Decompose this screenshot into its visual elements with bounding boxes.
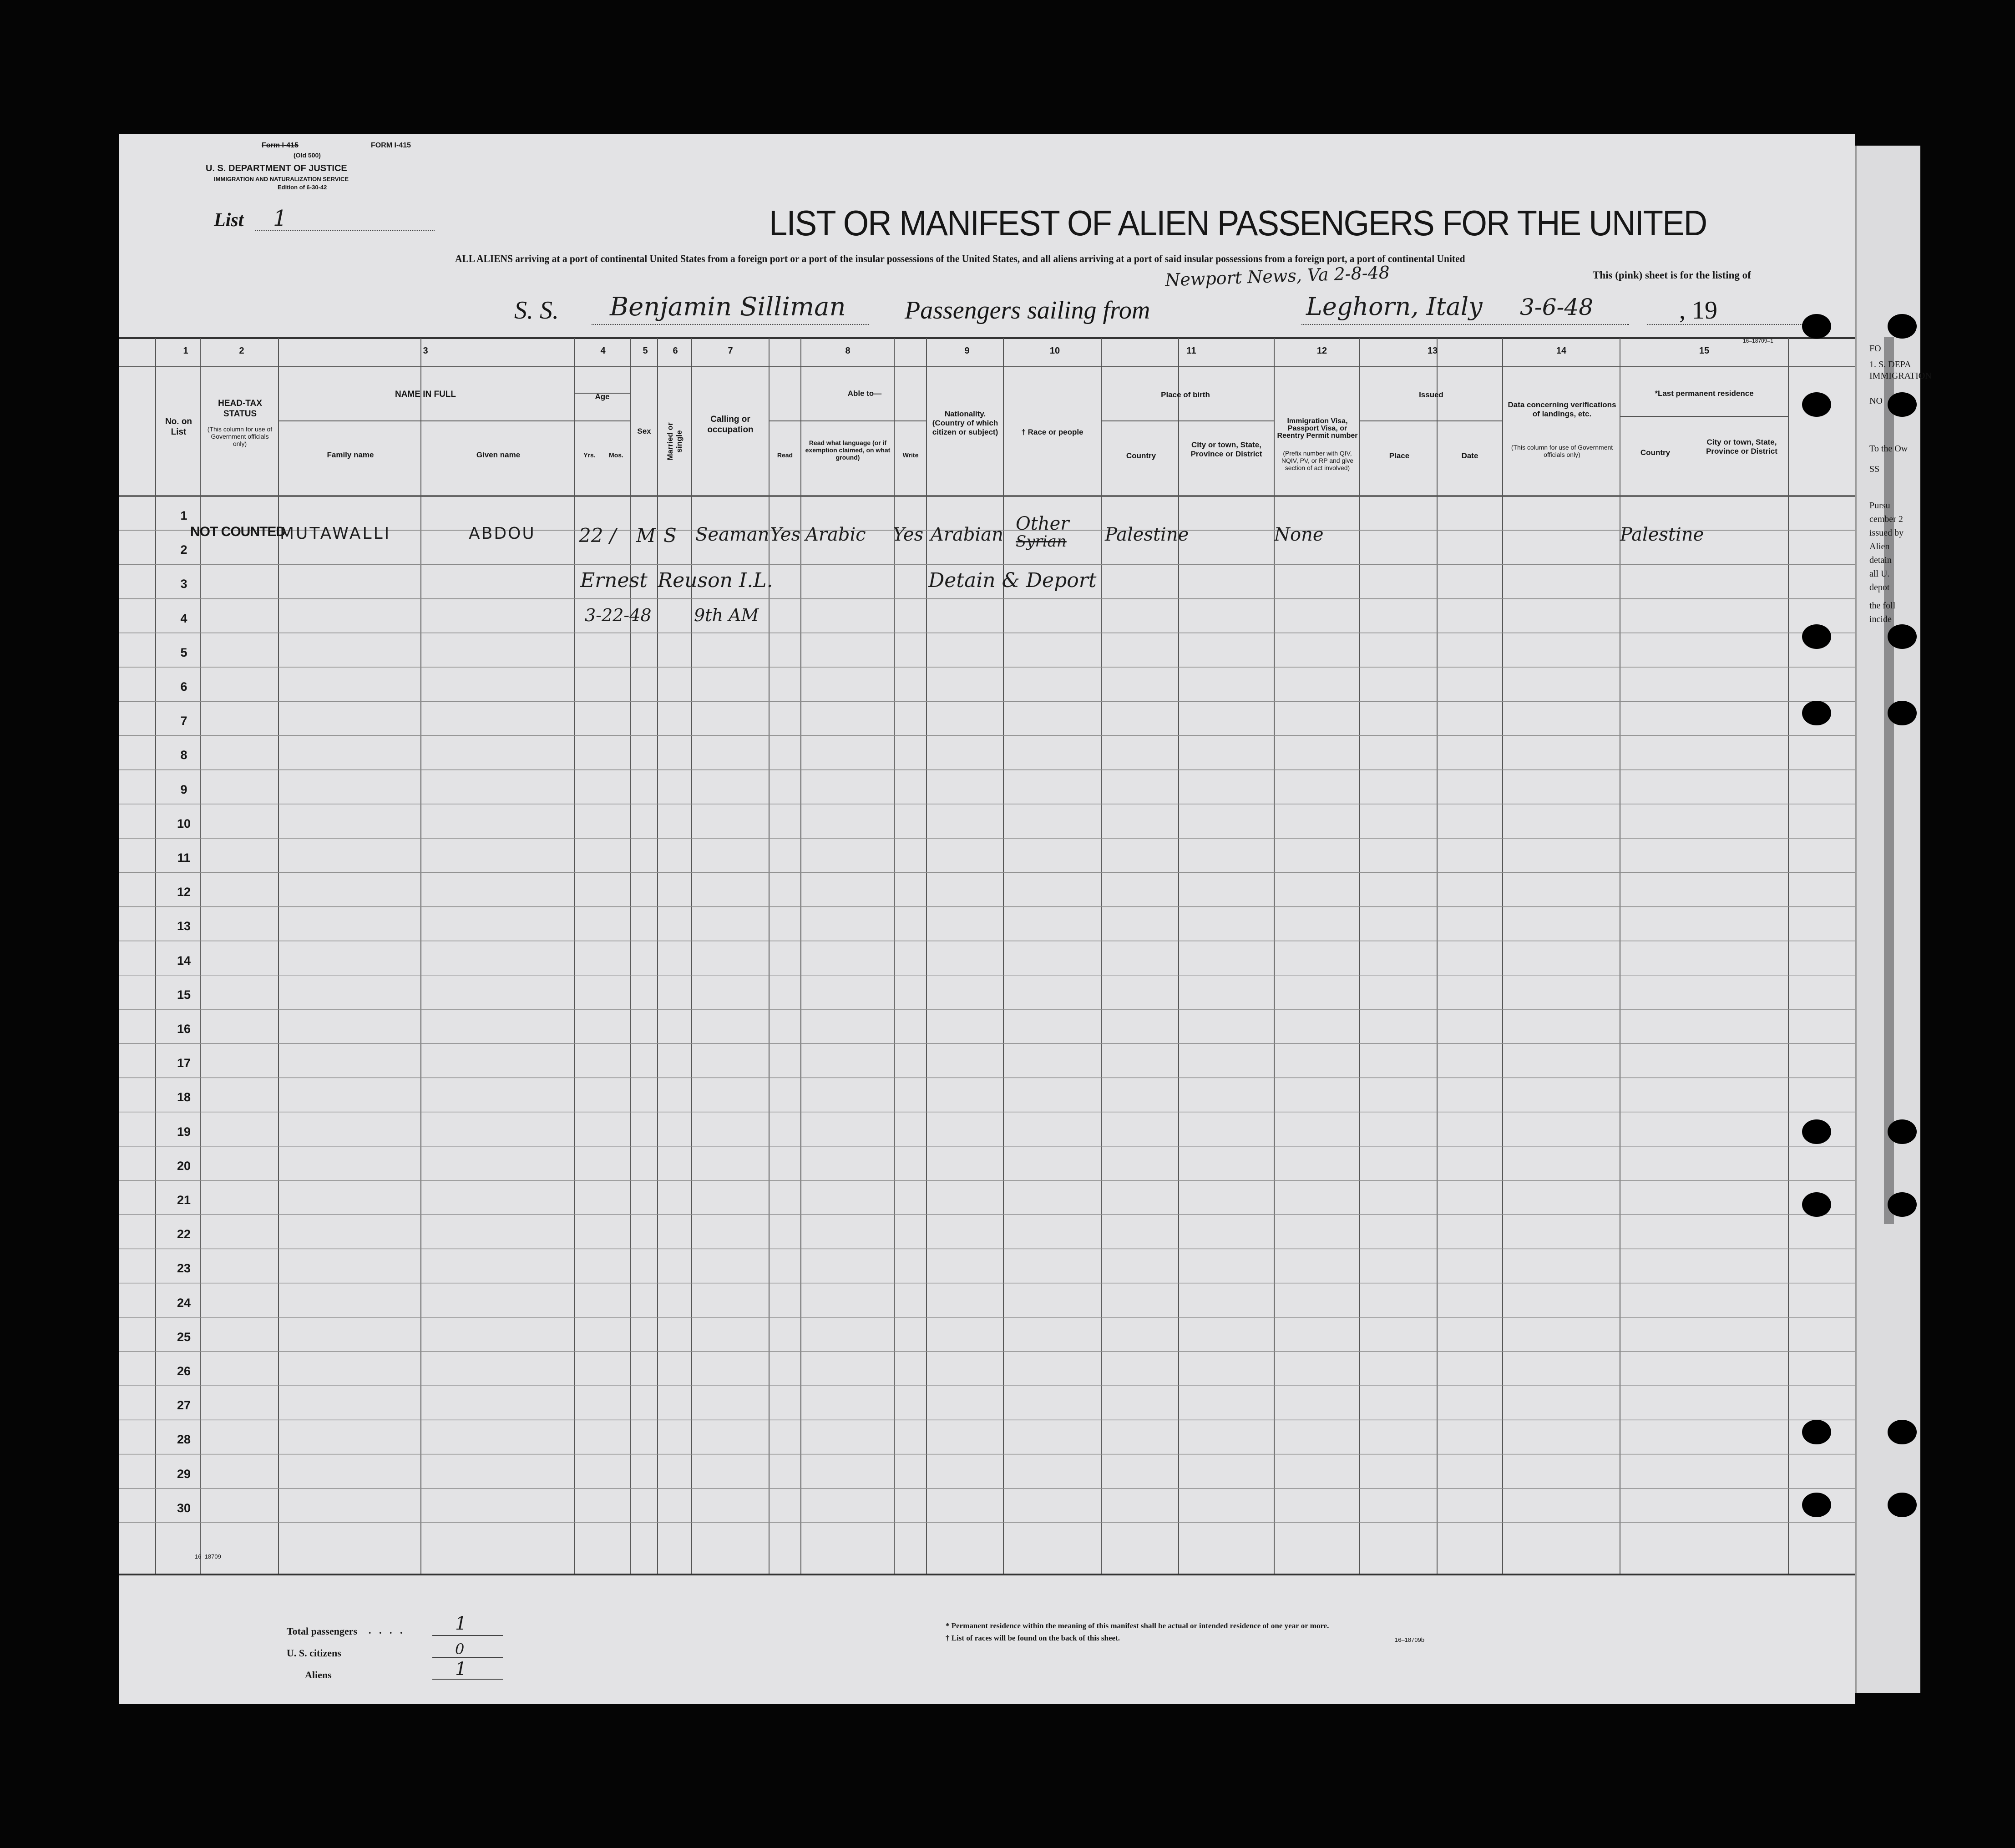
row-number: 4 (180, 611, 187, 625)
row-number: 2 (180, 543, 187, 557)
header-data-concerning: Data concerning verifications of landings, etc. (1508, 400, 1616, 418)
header-residence-city: City or town, State, Province or District (1706, 438, 1777, 456)
departure-date: 3-6-48 (1520, 294, 1594, 320)
header-birth-country: Country (1126, 451, 1156, 460)
adjacent-sheet-line: Alien (1869, 542, 1890, 552)
column-number-11: 11 (1186, 346, 1196, 356)
header-write: Write (902, 451, 919, 459)
total-dots: . . . . (369, 1625, 405, 1636)
form-id-struck: Form I-415 (262, 142, 299, 149)
annotation-time: 9th AM (694, 605, 759, 625)
adjacent-sheet-line: FO (1869, 344, 1881, 354)
department-name: U. S. DEPARTMENT OF JUSTICE (206, 163, 347, 173)
birth-country-cell: Palestine (1105, 524, 1189, 545)
header-residence-country: Country (1640, 448, 1671, 457)
total-passengers-label: Total passengers (287, 1625, 358, 1637)
adjacent-sheet-line: SS (1869, 464, 1880, 474)
header-read-language: Read what language (or if exemption claimed, on what ground) (805, 439, 891, 461)
punch-hole (1802, 624, 1831, 649)
occupation-cell: Seaman (695, 524, 770, 545)
ship-underline (592, 324, 869, 325)
header-last-residence: *Last permanent residence (1655, 389, 1754, 398)
row-number: 22 (177, 1227, 191, 1241)
row-number: 9 (180, 782, 187, 796)
row-number: 1 (180, 509, 187, 522)
intro-text: ALL ALIENS arriving at a port of continental United States from a foreign port or a port of the insular possessions of the United States, and all aliens arriving at a port of said insular possessions from a foreign port, a port of continental United (455, 253, 1465, 264)
punch-hole (1888, 314, 1917, 339)
row-number: 14 (177, 953, 191, 967)
row-number: 30 (177, 1501, 191, 1515)
form-edition: Edition of 6-30-42 (278, 184, 327, 191)
header-nationality: Nationality. (Country of which citizen or subject) (932, 410, 998, 436)
departure-port: Leghorn, Italy (1306, 292, 1483, 321)
row-number: 5 (180, 645, 187, 659)
header-issued: Issued (1419, 390, 1443, 399)
header-race: † Race or people (1021, 428, 1083, 436)
header-immigration-visa: Immigration Visa, Passport Visa, or Reentry Permit number (1277, 417, 1358, 440)
column-number-3: 3 (423, 346, 428, 356)
list-number: 1 (273, 206, 287, 231)
row-number: 10 (177, 816, 191, 830)
header-given-name: Given name (476, 451, 521, 459)
write-cell: Yes (893, 524, 924, 545)
footer-code-left: 16–18709 (195, 1553, 221, 1560)
punch-hole (1888, 1420, 1917, 1444)
form-old-number: (Old 500) (294, 152, 321, 159)
age-years-cell: 22 (579, 524, 603, 547)
year-label: , 19 (1679, 296, 1717, 324)
citizens-value: 0 (455, 1640, 465, 1658)
adjacent-sheet-line: issued by (1869, 528, 1904, 538)
column-number-4: 4 (600, 346, 606, 356)
header-no-on-list: No. on List (165, 417, 192, 437)
family-name-cell: MUTAWALLI (280, 524, 391, 543)
annotation-reuson: Reuson I.L. (658, 569, 773, 592)
annotation-detain-deport: Detain & Deport (928, 569, 1097, 592)
total-passengers-value: 1 (455, 1613, 467, 1634)
column-number-2: 2 (239, 346, 244, 356)
row-number: 12 (177, 885, 191, 899)
row-number: 18 (177, 1090, 191, 1104)
punch-hole (1802, 314, 1831, 339)
header-issued-date: Date (1461, 451, 1478, 460)
header-yrs: Yrs. (583, 451, 596, 459)
age-months-cell: / (610, 524, 617, 547)
row-number: 13 (177, 919, 191, 933)
punch-hole (1888, 624, 1917, 649)
nationality-cell: Arabian (931, 524, 1003, 545)
sex-cell: M (636, 524, 656, 547)
footnote-races: † List of races will be found on the back of this sheet. (946, 1634, 1120, 1642)
aliens-label: Aliens (305, 1669, 332, 1681)
column-number-9: 9 (964, 346, 970, 356)
given-name-cell: ABDOU (469, 524, 536, 543)
read-language-cell: Arabic (805, 524, 866, 545)
ss-label: S. S. (514, 296, 559, 324)
arrival-note: Newport News, Va 2-8-48 (1164, 262, 1390, 290)
footer-code-right: 16–18709b (1395, 1636, 1425, 1643)
head-tax-status: NOT COUNTED (190, 524, 285, 539)
adjacent-sheet-line: NO (1869, 396, 1883, 406)
header-head-tax: HEAD-TAX STATUS (218, 399, 262, 419)
row-number: 6 (180, 680, 187, 694)
header-place-of-birth: Place of birth (1161, 390, 1210, 399)
punch-hole (1802, 1420, 1831, 1444)
adjacent-sheet-line: cember 2 (1869, 514, 1903, 524)
header-calling: Calling or occupation (707, 415, 754, 435)
punch-hole (1802, 1119, 1831, 1144)
punch-hole (1888, 1493, 1917, 1517)
column-number-5: 5 (643, 346, 648, 356)
header-married-or-single: Married or single (666, 422, 683, 461)
adjacent-sheet-line: Pursu (1869, 501, 1890, 511)
punch-hole (1888, 1192, 1917, 1217)
row-number: 29 (177, 1467, 191, 1481)
header-sex: Sex (637, 427, 651, 435)
punch-hole (1802, 1493, 1831, 1517)
header-mos: Mos. (609, 451, 623, 459)
sailing-label: Passengers sailing from (905, 296, 1150, 324)
race-struck-cell: Syrian (1016, 532, 1067, 551)
pink-sheet-text: This (pink) sheet is for the listing of (1593, 269, 1751, 281)
port-underline (1301, 324, 1629, 325)
row-number: 25 (177, 1330, 191, 1344)
row-number: 21 (177, 1193, 191, 1207)
row-number: 24 (177, 1296, 191, 1310)
header-able-to: Able to— (847, 389, 882, 398)
column-number-12: 12 (1316, 346, 1327, 356)
column-number-6: 6 (673, 346, 678, 356)
punch-hole (1802, 392, 1831, 417)
header-issued-place: Place (1389, 451, 1410, 460)
column-number-10: 10 (1049, 346, 1060, 356)
column-number-13: 13 (1427, 346, 1438, 356)
row-number: 27 (177, 1398, 191, 1413)
adjacent-sheet-line: the foll (1869, 601, 1896, 611)
race-cell: Other (1016, 513, 1069, 534)
row-number: 19 (177, 1124, 191, 1139)
header-read: Read (777, 451, 793, 459)
column-number-7: 7 (728, 346, 733, 356)
page-title: LIST OR MANIFEST OF ALIEN PASSENGERS FOR THE UNITED (769, 203, 1707, 243)
list-label: List (214, 210, 244, 231)
column-number-15: 15 (1699, 346, 1710, 356)
header-age: Age (595, 392, 610, 401)
ship-name: Benjamin Silliman (610, 292, 846, 322)
column-number-1: 1 (183, 346, 188, 356)
aliens-value: 1 (455, 1659, 467, 1680)
header-visa-note: (Prefix number with QIV, NQIV, PV, or RP and give section of act involved) (1281, 450, 1354, 471)
row-number: 28 (177, 1433, 191, 1447)
header-code-top: 16–18709–1 (1743, 338, 1773, 344)
adjacent-sheet-line: IMMIGRATION (1869, 371, 1932, 381)
punch-hole (1888, 701, 1917, 725)
visa-cell: None (1274, 524, 1324, 545)
annotation-date: 3-22-48 (585, 605, 652, 625)
adjacent-sheet-line: To the Ow (1869, 444, 1908, 454)
row-number: 26 (177, 1364, 191, 1378)
row-number: 3 (180, 577, 187, 591)
adjacent-sheet-line: incide (1869, 614, 1892, 624)
header-head-tax-note: (This column for use of Government officials only) (207, 425, 273, 447)
adjacent-sheet-line: 1. S. DEPA (1869, 359, 1911, 370)
marital-cell: S (663, 524, 677, 547)
service-name: IMMIGRATION AND NATURALIZATION SERVICE (214, 176, 349, 182)
adjacent-sheet-line: depot (1869, 582, 1890, 592)
header-birth-city: City or town, State, Province or District (1190, 440, 1262, 458)
read-cell: Yes (770, 524, 801, 545)
punch-hole (1888, 1119, 1917, 1144)
row-number: 11 (177, 851, 191, 865)
punch-hole (1802, 701, 1831, 725)
row-number: 7 (180, 714, 187, 728)
column-number-14: 14 (1556, 346, 1567, 356)
punch-hole (1888, 392, 1917, 417)
annotation-ernest: Ernest (580, 569, 648, 592)
footnote-residence: * Permanent residence within the meaning of this manifest shall be actual or intended residence of one year or more. (946, 1621, 1329, 1630)
header-family-name: Family name (327, 451, 374, 459)
row-number: 16 (177, 1022, 191, 1036)
row-number: 15 (177, 987, 191, 1002)
row-number: 23 (177, 1261, 191, 1276)
adjacent-sheet-line: all U. (1869, 569, 1890, 579)
residence-country-cell: Palestine (1620, 524, 1704, 545)
row-number: 20 (177, 1159, 191, 1173)
row-number: 8 (180, 748, 187, 762)
punch-hole (1802, 1192, 1831, 1217)
column-number-8: 8 (845, 346, 851, 356)
row-number: 17 (177, 1056, 191, 1070)
header-data-note: (This column for use of Government officials only) (1511, 444, 1613, 458)
form-id: FORM I-415 (371, 142, 411, 149)
header-name-in-full: NAME IN FULL (395, 390, 456, 399)
citizens-label: U. S. citizens (287, 1647, 341, 1659)
adjacent-sheet-line: detain (1869, 555, 1892, 565)
